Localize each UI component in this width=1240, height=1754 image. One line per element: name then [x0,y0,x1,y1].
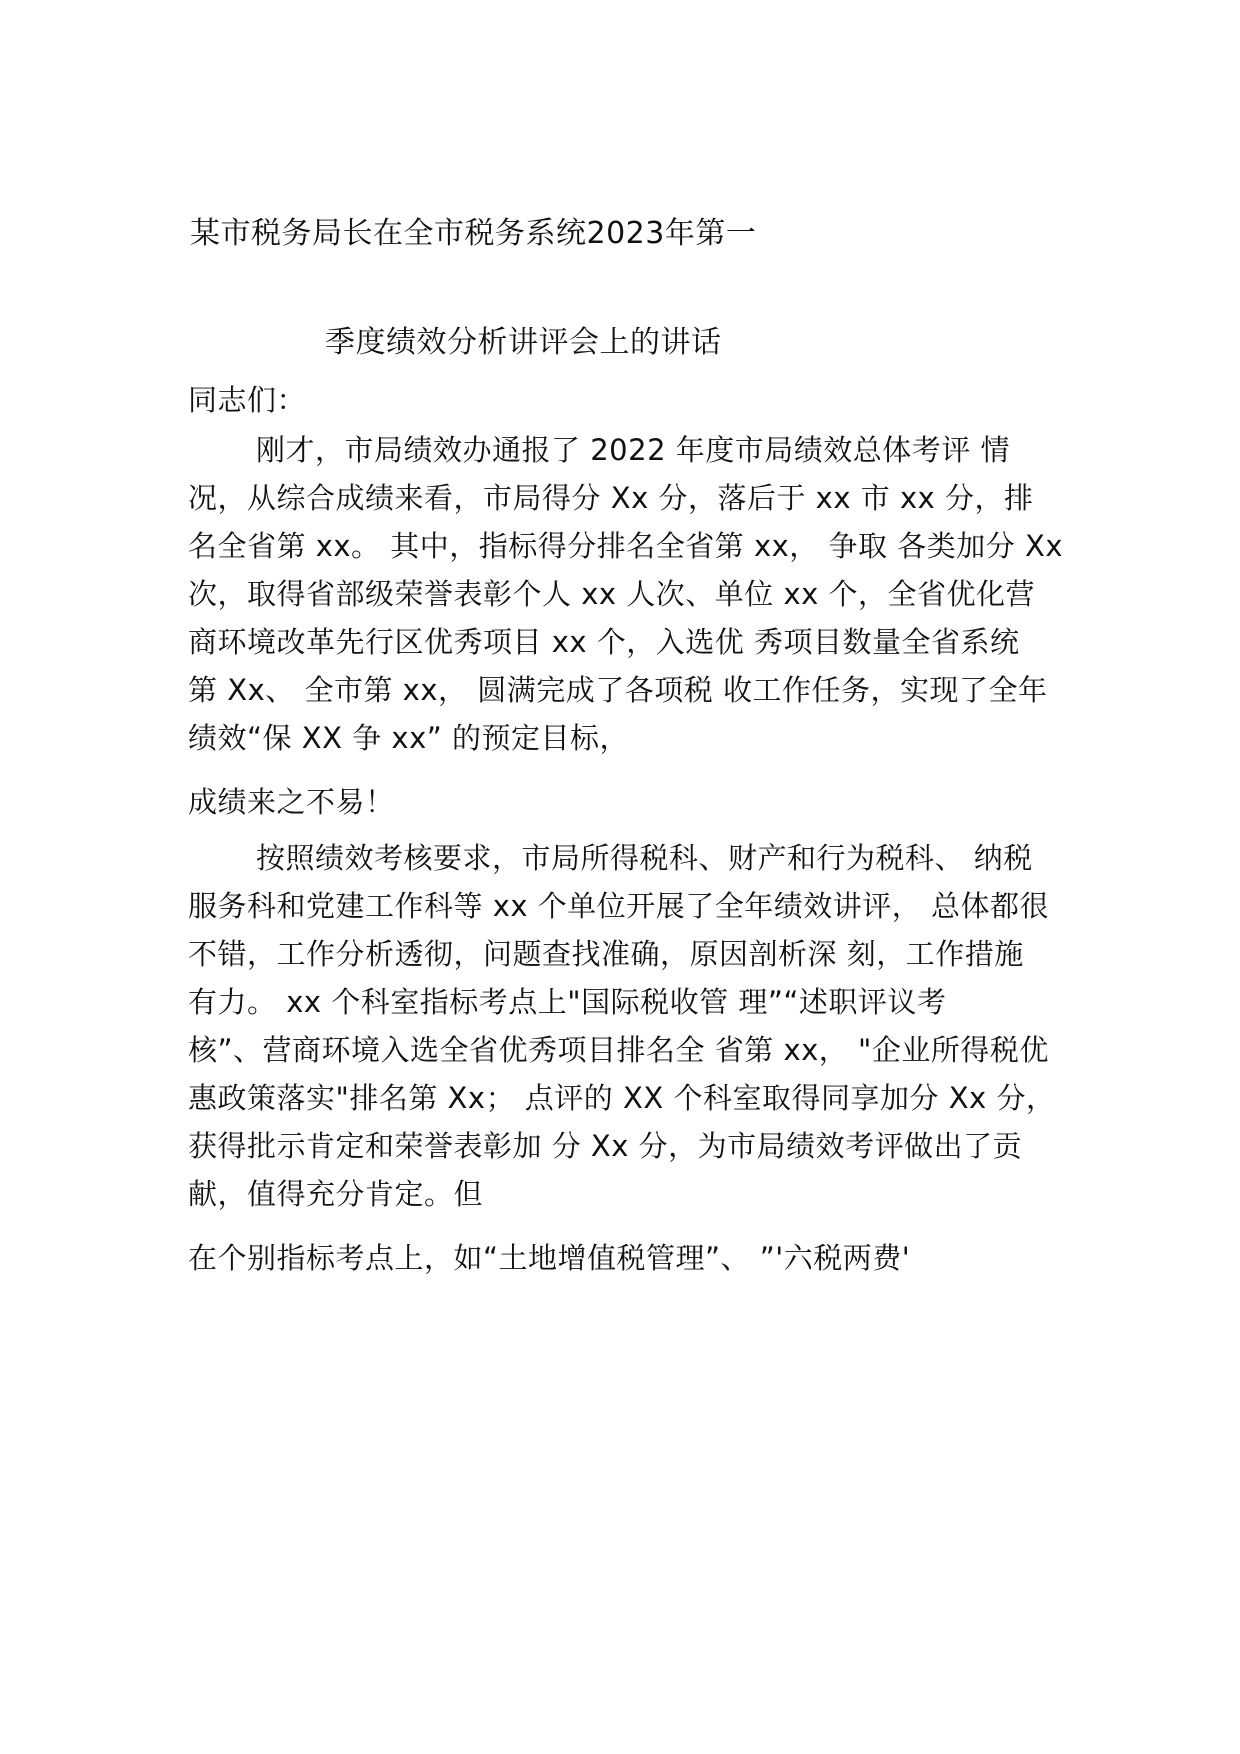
paragraph-line: 商环境改革先行区优秀项目 xx 个，入选优 秀项目数量全省系统 [188,625,1020,659]
paragraph-line: 按照绩效考核要求，市局所得税科、财产和行为税科、 纳税 [256,841,1033,875]
paragraph-line: 绩效“保 XX 争 xx” 的预定目标， [188,721,629,755]
paragraph-line: 献，值得充分肯定。但 [188,1177,484,1211]
paragraph-line: 刚才，市局绩效办通报了 2022 年度市局绩效总体考评 情 [256,433,1010,467]
paragraph-line: 核”、营商环境入选全省优秀项目排名全 省第 xx， "企业所得税优 [188,1033,1049,1067]
paragraph-line: 在个别指标考点上，如“土地增值税管理”、 ”'六税两费' [188,1241,911,1275]
paragraph-line: 惠政策落实"排名第 Xx； 点评的 XX 个科室取得同享加分 Xx 分， [188,1081,1056,1115]
paragraph-line: 况，从综合成绩来看，市局得分 Xx 分，落后于 xx 市 xx 分，排 [188,481,1034,515]
paragraph-line: 第 Xx、 全市第 xx， 圆满完成了各项税 收工作任务，实现了全年 [188,673,1048,707]
salutation: 同志们： [188,383,307,417]
document-title-line-2: 季度绩效分析讲评会上的讲话 [325,325,722,360]
paragraph-line: 成绩来之不易！ [188,785,395,819]
paragraph-line: 次，取得省部级荣誉表彰个人 xx 人次、单位 xx 个，全省优化营 [188,577,1036,611]
paragraph-line: 有力。 xx 个科室指标考点上"国际税收管 理”“述职评议考 [188,985,947,1019]
paragraph-line: 名全省第 xx。 其中，指标得分排名全省第 xx， 争取 各类加分 Xx [188,529,1063,563]
paragraph-line: 服务科和党建工作科等 xx 个单位开展了全年绩效讲评， 总体都很 [188,889,1049,923]
document-title-line-1: 某市税务局长在全市税务系统2023年第一 [190,216,757,251]
paragraph-line: 不错，工作分析透彻，问题查找准确，原因剖析深 刻，工作措施 [188,937,1024,971]
paragraph-line: 获得批示肯定和荣誉表彰加 分 Xx 分，为市局绩效考评做出了贡 [188,1129,1023,1163]
